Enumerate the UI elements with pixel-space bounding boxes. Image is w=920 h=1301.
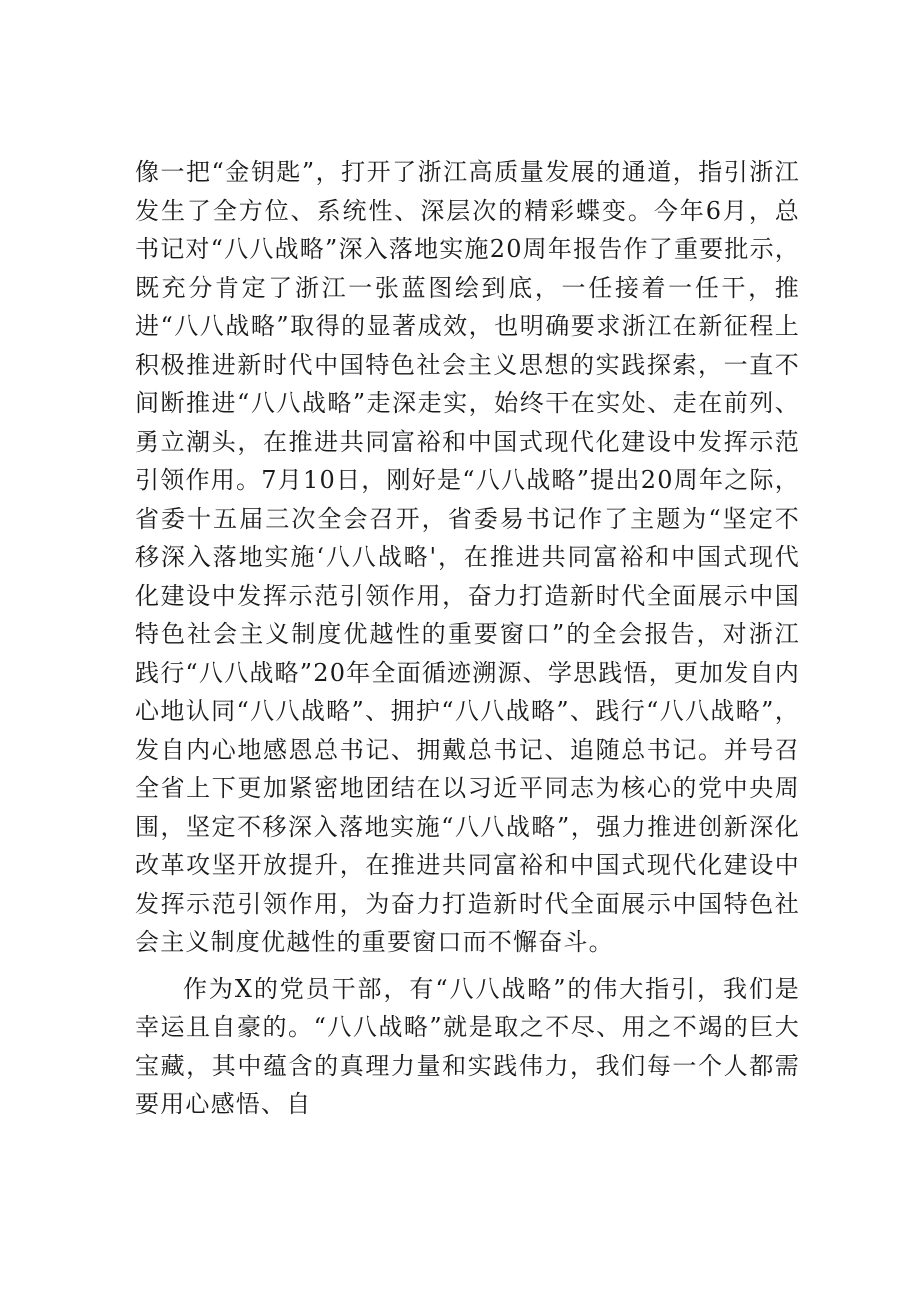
document-body — [135, 153, 800, 1124]
paragraph-1: 像一把“金钥匙”，打开了浙江高质量发展的通道，指引浙江发生了全方位、系统性、深层次的精彩蝶变。今年6月，总书记对“八八战略”深入落地实施20周年报告作了重要批示，既充分肯定了浙江一张蓝图绘到底，一任接着一任干，推进“八八战略”取得的显著成效，也明确要求浙江在新征程上积极推进新时代中国特色社会主义思想的实践探索，一直不间断推进“八八战略”走深走实，始终干在实处、走在前列、勇立潮头，在推进共同富裕和中国式现代化建设中发挥示范引领作用。7月10日，刚好是“八八战略”提出20周年之际，省委十五届三次全会召开，省委易书记作了主题为“坚定不移深入落地实施‘八八战略'，在推进共同富裕和中国式现代化建设中发挥示范引领作用，奋力打造新时代全面展示中国特色社会主义制度优越性的重要窗口”的全会报告，对浙江践行“八八战略”20年全面循迹溯源、学思践悟，更加发自内心地认同“八八战略”、拥护“八八战略”、践行“八八战略”，发自内心地感恩总书记、拥戴总书记、追随总书记。并号召全省上下更加紧密地团结在以习近平同志为核心的党中央周围，坚定不移深入落地实施“八八战略”，强力推进创新深化改革攻坚开放提升，在推进共同富裕和中国式现代化建设中发挥示范引领作用，为奋力打造新时代全面展示中国特色社会主义制度优越性的重要窗口而不懈奋斗。 — [135, 158, 800, 956]
paragraph-2: 作为X的党员干部，有“八八战略”的伟大指引，我们是幸运且自豪的。“八八战略”就是取之不尽、用之不竭的巨大宝藏，其中蕴含的真理力量和实践伟力，我们每一个人都需要用心感悟、自 — [135, 974, 800, 1118]
